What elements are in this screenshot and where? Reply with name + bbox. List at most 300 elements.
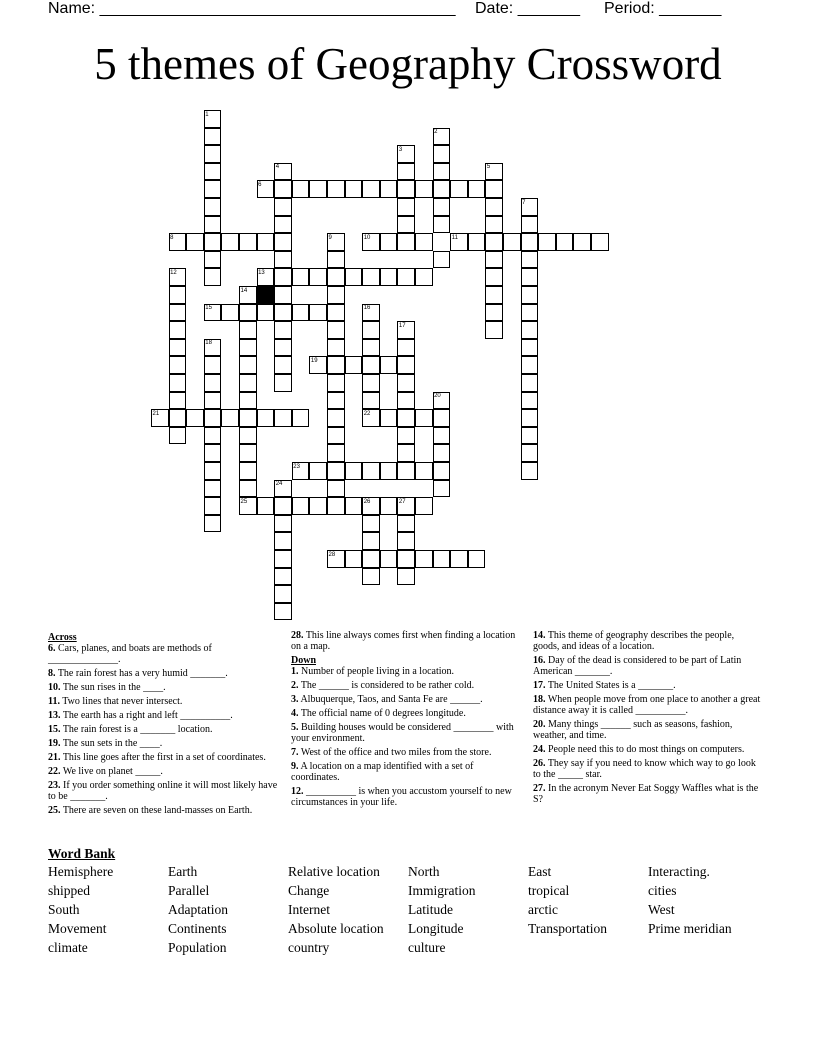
clue-number: 1. [291, 666, 299, 677]
grid-cell[interactable] [274, 356, 292, 374]
grid-cell[interactable] [292, 268, 310, 286]
grid-cell[interactable] [169, 286, 187, 304]
clue-number-6: 6 [258, 181, 262, 188]
grid-cell[interactable] [257, 497, 275, 515]
grid-cell[interactable] [221, 409, 239, 427]
grid-cell[interactable] [521, 304, 539, 322]
word-bank-item: tropical [528, 883, 570, 898]
grid-cell[interactable] [521, 216, 539, 234]
word-bank-item: culture [408, 940, 446, 955]
grid-cell[interactable] [397, 180, 415, 198]
down-clue [533, 694, 763, 716]
word-bank-item: Transportation [528, 921, 608, 936]
grid-cell[interactable] [309, 304, 327, 322]
clue-number-12: 12 [170, 269, 177, 276]
grid-cell[interactable] [345, 356, 363, 374]
grid-cell[interactable] [380, 180, 398, 198]
grid-cell[interactable] [397, 568, 415, 586]
grid-cell[interactable] [433, 163, 451, 181]
clue-text: The earth has a right and left __________. [60, 710, 233, 721]
clue-number-16: 16 [363, 305, 371, 312]
grid-cell[interactable] [169, 321, 187, 339]
grid-cell[interactable] [415, 409, 433, 427]
down-clue [533, 719, 763, 741]
grid-cell[interactable] [362, 532, 380, 550]
clue-text: The sun sets in the ____. [60, 738, 163, 749]
grid-cell[interactable] [186, 409, 204, 427]
grid-cell[interactable] [362, 268, 380, 286]
clue-number-23: 23 [293, 463, 300, 470]
clue-text: When people move from one place to another a great distance away it is called __________. [533, 694, 761, 716]
grid-cell[interactable] [239, 304, 257, 322]
word-bank-item: Continents [168, 921, 227, 936]
grid-cell[interactable] [362, 180, 380, 198]
clue-number-21: 21 [152, 410, 160, 417]
grid-cell[interactable] [327, 180, 345, 198]
clue-number: 25. [48, 805, 61, 816]
grid-cell[interactable] [362, 515, 380, 533]
grid-cell[interactable] [327, 356, 345, 374]
clue-number-1: 1 [205, 111, 209, 118]
grid-cell[interactable] [239, 374, 257, 392]
grid-cell[interactable] [274, 251, 292, 269]
word-bank-item: Hemisphere [48, 864, 114, 879]
down-clue [533, 783, 763, 805]
grid-cell[interactable] [274, 233, 292, 251]
grid-cell[interactable] [433, 180, 451, 198]
clue-number: 12. [291, 786, 304, 797]
word-bank-item: Longitude [408, 921, 464, 936]
grid-cell[interactable] [485, 268, 503, 286]
clue-text: The official name of 0 degrees longitude. [298, 708, 466, 719]
grid-cell[interactable] [204, 145, 222, 163]
period-field: Period: _______ [604, 0, 722, 17]
grid-cell[interactable] [485, 321, 503, 339]
across-clue [48, 752, 278, 763]
grid-cell[interactable] [309, 268, 327, 286]
down-clue [533, 758, 763, 780]
grid-cell[interactable] [380, 233, 398, 251]
clue-number: 15. [48, 724, 61, 735]
grid-cell[interactable] [485, 251, 503, 269]
clue-number: 20. [533, 719, 546, 730]
grid-cell[interactable] [415, 462, 433, 480]
clue-number: 21. [48, 752, 61, 763]
across-clue [48, 696, 278, 707]
word-bank-item: Prime meridian [648, 921, 732, 936]
grid-cell[interactable] [415, 268, 433, 286]
grid-cell[interactable] [204, 216, 222, 234]
clue-number: 6. [48, 643, 56, 654]
grid-cell[interactable] [239, 392, 257, 410]
grid-cell[interactable] [485, 286, 503, 304]
grid-cell[interactable] [204, 251, 222, 269]
grid-cell[interactable] [591, 233, 609, 251]
grid-cell[interactable] [239, 321, 257, 339]
grid-cell[interactable] [204, 515, 222, 533]
grid-cell[interactable] [397, 550, 415, 568]
grid-cell[interactable] [239, 444, 257, 462]
grid-cell[interactable] [239, 462, 257, 480]
grid-cell[interactable] [274, 216, 292, 234]
grid-cell[interactable] [327, 339, 345, 357]
clue-number-7: 7 [522, 199, 526, 206]
clues-column-3 [533, 630, 763, 808]
grid-cell[interactable] [204, 233, 222, 251]
grid-cell[interactable] [433, 198, 451, 216]
grid-cell[interactable] [204, 427, 222, 445]
grid-cell[interactable] [274, 585, 292, 603]
grid-cell[interactable] [345, 497, 363, 515]
grid-cell[interactable] [327, 321, 345, 339]
grid-cell[interactable] [204, 462, 222, 480]
word-bank-item: Relative location [288, 864, 380, 879]
grid-cell[interactable] [274, 568, 292, 586]
clue-number-9: 9 [328, 234, 332, 241]
grid-cell[interactable] [433, 444, 451, 462]
grid-cell[interactable] [204, 374, 222, 392]
grid-cell[interactable] [327, 251, 345, 269]
clue-number: 2. [291, 680, 299, 691]
grid-cell[interactable] [521, 356, 539, 374]
grid-cell[interactable] [362, 374, 380, 392]
clue-number-13: 13 [258, 269, 265, 276]
clue-text: They say if you need to know which way to go look to the _____ star. [533, 758, 756, 780]
clue-number-3: 3 [398, 146, 403, 153]
across-clue [291, 630, 521, 652]
grid-cell[interactable] [204, 409, 222, 427]
clue-text: We live on planet _____. [60, 766, 163, 777]
grid-cell[interactable] [485, 233, 503, 251]
across-clue-list-continued [291, 630, 521, 652]
grid-cell[interactable] [169, 374, 187, 392]
grid-cell[interactable] [327, 497, 345, 515]
clue-text: Two lines that never intersect. [59, 696, 183, 707]
grid-cell[interactable] [274, 515, 292, 533]
grid-cell[interactable] [380, 356, 398, 374]
grid-cell[interactable] [433, 216, 451, 234]
word-bank-item: Latitude [408, 902, 453, 917]
grid-cell[interactable] [274, 321, 292, 339]
clue-text: Albuquerque, Taos, and Santa Fe are ______. [298, 694, 483, 705]
grid-cell[interactable] [380, 497, 398, 515]
grid-cell[interactable] [433, 462, 451, 480]
grid-cell[interactable] [468, 550, 486, 568]
across-clue [48, 643, 278, 665]
grid-cell[interactable] [309, 180, 327, 198]
grid-cell[interactable] [397, 198, 415, 216]
clue-number-20: 20 [434, 393, 441, 400]
grid-cell[interactable] [397, 374, 415, 392]
grid-cell[interactable] [239, 339, 257, 357]
grid-cell[interactable] [327, 286, 345, 304]
grid-cell[interactable] [397, 427, 415, 445]
down-clue [291, 666, 521, 677]
grid-cell[interactable] [274, 304, 292, 322]
clue-number: 11. [48, 696, 60, 707]
clue-text: Many things ______ such as seasons, fashion, weather, and time. [533, 719, 733, 741]
grid-cell[interactable] [433, 145, 451, 163]
grid-cell[interactable] [521, 286, 539, 304]
clue-text: Day of the dead is considered to be part of Latin American _______. [533, 655, 742, 677]
grid-cell[interactable] [397, 532, 415, 550]
grid-cell[interactable] [327, 462, 345, 480]
grid-cell[interactable] [309, 462, 327, 480]
grid-cell[interactable] [521, 321, 539, 339]
grid-cell[interactable] [450, 180, 468, 198]
grid-cell[interactable] [169, 304, 187, 322]
grid-cell[interactable] [204, 497, 222, 515]
grid-cell[interactable] [468, 233, 486, 251]
grid-cell[interactable] [521, 268, 539, 286]
grid-cell[interactable] [415, 497, 433, 515]
grid-cell[interactable] [433, 251, 451, 269]
across-heading: Across [48, 632, 77, 643]
grid-cell[interactable] [186, 233, 204, 251]
down-clue [291, 708, 521, 719]
clue-text: In the acronym Never Eat Soggy Waffles what is the S? [533, 783, 759, 805]
grid-cell[interactable] [257, 233, 275, 251]
grid-cell[interactable] [345, 462, 363, 480]
grid-cell[interactable] [204, 356, 222, 374]
grid-cell[interactable] [521, 462, 539, 480]
down-clue [291, 680, 521, 691]
grid-cell[interactable] [327, 444, 345, 462]
grid-cell[interactable] [433, 550, 451, 568]
grid-cell[interactable] [397, 462, 415, 480]
grid-cell[interactable] [221, 233, 239, 251]
clue-text: If you order something online it will most likely have to be _______. [48, 780, 278, 802]
grid-cell[interactable] [274, 339, 292, 357]
grid-cell[interactable] [169, 427, 187, 445]
grid-cell[interactable] [397, 444, 415, 462]
clue-text: The ______ is considered to be rather cold. [298, 680, 475, 691]
clue-number-5: 5 [486, 164, 491, 171]
grid-cell[interactable] [239, 480, 257, 498]
grid-cell[interactable] [397, 216, 415, 234]
grid-cell[interactable] [274, 374, 292, 392]
clue-number-4: 4 [275, 164, 280, 171]
across-clue [48, 738, 278, 749]
grid-cell[interactable] [274, 286, 292, 304]
grid-cell[interactable] [274, 198, 292, 216]
clue-number: 17. [533, 680, 546, 691]
across-clue [48, 710, 278, 721]
grid-cell[interactable] [485, 216, 503, 234]
grid-cell[interactable] [521, 374, 539, 392]
clue-number: 10. [48, 682, 61, 693]
clue-text: People need this to do most things on computers. [545, 744, 745, 755]
grid-cell[interactable] [169, 339, 187, 357]
grid-cell[interactable] [327, 304, 345, 322]
grid-cell[interactable] [169, 392, 187, 410]
grid-cell[interactable] [397, 515, 415, 533]
grid-cell[interactable] [204, 268, 222, 286]
word-bank-item: Absolute location [288, 921, 384, 936]
grid-cell[interactable] [415, 550, 433, 568]
grid-cell[interactable] [274, 268, 292, 286]
grid-cell[interactable] [362, 321, 380, 339]
grid-cell[interactable] [274, 603, 292, 621]
grid-cell[interactable] [204, 180, 222, 198]
grid-cell[interactable] [274, 180, 292, 198]
grid-cell[interactable] [362, 550, 380, 568]
grid-cell[interactable] [450, 550, 468, 568]
grid-cell[interactable] [380, 409, 398, 427]
grid-cell[interactable] [433, 427, 451, 445]
grid-cell[interactable] [257, 304, 275, 322]
word-bank-item: cities [648, 883, 677, 898]
grid-cell[interactable] [204, 198, 222, 216]
grid-cell[interactable] [257, 409, 275, 427]
grid-cell[interactable] [345, 268, 363, 286]
grid-cell[interactable] [309, 497, 327, 515]
grid-cell[interactable] [362, 339, 380, 357]
clue-number-27: 27 [398, 498, 406, 505]
grid-cell[interactable] [221, 304, 239, 322]
grid-cell[interactable] [204, 163, 222, 181]
grid-cell[interactable] [204, 480, 222, 498]
grid-cell[interactable] [397, 268, 415, 286]
clue-text: This line always comes first when finding a location on a map. [291, 630, 516, 652]
grid-cell[interactable] [274, 497, 292, 515]
grid-cell[interactable] [362, 568, 380, 586]
clue-text: Cars, planes, and boats are methods of ______________. [48, 643, 212, 665]
grid-cell[interactable] [397, 409, 415, 427]
across-clue [48, 780, 278, 802]
grid-cell[interactable] [521, 339, 539, 357]
clue-text: A location on a map identified with a set of coordinates. [291, 761, 474, 783]
grid-cell[interactable] [521, 233, 539, 251]
grid-cell[interactable] [380, 268, 398, 286]
grid-cell[interactable] [415, 233, 433, 251]
grid-cell[interactable] [521, 392, 539, 410]
grid-cell[interactable] [327, 409, 345, 427]
clue-number: 18. [533, 694, 546, 705]
grid-cell[interactable] [521, 409, 539, 427]
clue-text: Number of people living in a location. [298, 666, 455, 677]
clue-number: 26. [533, 758, 546, 769]
name-field: Name: ________________________________________ [48, 0, 456, 17]
grid-cell[interactable] [345, 550, 363, 568]
grid-cell[interactable] [433, 409, 451, 427]
clue-number-24: 24 [275, 481, 283, 488]
clue-number-15: 15 [205, 305, 212, 312]
grid-cell[interactable] [327, 268, 345, 286]
grid-cell[interactable] [327, 374, 345, 392]
grid-cell[interactable] [169, 409, 187, 427]
grid-cell[interactable] [521, 427, 539, 445]
grid-cell[interactable] [274, 532, 292, 550]
grid-cell[interactable] [380, 550, 398, 568]
grid-cell[interactable] [485, 198, 503, 216]
word-bank-item: Adaptation [168, 902, 228, 917]
grid-cell[interactable] [239, 233, 257, 251]
clue-number: 13. [48, 710, 61, 721]
clue-text: The rain forest is a _______ location. [60, 724, 213, 735]
clue-number: 8. [48, 668, 56, 679]
clue-number-8: 8 [170, 234, 174, 241]
grid-cell[interactable] [169, 356, 187, 374]
grid-cell[interactable] [362, 356, 380, 374]
word-bank-item: climate [48, 940, 88, 955]
clue-text: The rain forest has a very humid _______. [55, 668, 228, 679]
grid-cell[interactable] [380, 462, 398, 480]
clue-text: Building houses would be considered ________ with your environment. [291, 722, 514, 744]
word-bank-item: South [48, 902, 80, 917]
clue-text: West of the office and two miles from the store. [298, 747, 492, 758]
down-clue [533, 655, 763, 677]
clue-text: This theme of geography describes the people, goods, and ideas of a location. [533, 630, 735, 652]
grid-cell[interactable] [239, 427, 257, 445]
grid-cell[interactable] [292, 304, 310, 322]
clue-text: The sun rises in the ____. [60, 682, 166, 693]
word-bank-item: East [528, 864, 552, 879]
clue-number-28: 28 [328, 551, 336, 558]
word-bank-item: Change [288, 883, 330, 898]
grid-cell[interactable] [362, 392, 380, 410]
grid-cell[interactable] [327, 480, 345, 498]
grid-cell[interactable] [204, 128, 222, 146]
grid-cell[interactable] [362, 462, 380, 480]
grid-cell[interactable] [397, 339, 415, 357]
grid-cell[interactable] [239, 409, 257, 427]
clue-number-2: 2 [434, 129, 438, 136]
grid-cell[interactable] [397, 163, 415, 181]
grid-cell[interactable] [397, 233, 415, 251]
grid-cell[interactable] [433, 480, 451, 498]
grid-cell[interactable] [204, 444, 222, 462]
grid-cell[interactable] [485, 304, 503, 322]
grid-cell[interactable] [274, 550, 292, 568]
word-bank-item: West [648, 902, 675, 917]
grid-cell[interactable] [468, 180, 486, 198]
grid-cell[interactable] [573, 233, 591, 251]
grid-cell[interactable] [521, 444, 539, 462]
grid-cell[interactable] [327, 392, 345, 410]
across-clue [48, 805, 278, 816]
grid-cell[interactable] [397, 392, 415, 410]
clue-number-17: 17 [398, 322, 406, 329]
grid-cell[interactable] [538, 233, 556, 251]
word-bank-item: Population [168, 940, 227, 955]
clue-number: 27. [533, 783, 546, 794]
clue-number-26: 26 [363, 498, 371, 505]
grid-cell[interactable] [556, 233, 574, 251]
grid-cell[interactable] [415, 180, 433, 198]
clue-number-11: 11 [451, 234, 458, 241]
grid-cell[interactable] [397, 356, 415, 374]
down-clue-list-continued [533, 630, 763, 805]
grid-cell[interactable] [292, 409, 310, 427]
down-clue [533, 630, 763, 652]
grid-cell[interactable] [345, 180, 363, 198]
grid-cell[interactable] [292, 180, 310, 198]
down-clue [291, 786, 521, 808]
grid-cell[interactable] [485, 180, 503, 198]
grid-cell[interactable] [327, 427, 345, 445]
grid-cell[interactable] [239, 356, 257, 374]
grid-cell[interactable] [521, 251, 539, 269]
clue-text: The United States is a _______. [545, 680, 676, 691]
word-bank-item: shipped [48, 883, 90, 898]
grid-cell[interactable] [204, 392, 222, 410]
grid-cell[interactable] [274, 409, 292, 427]
grid-cell[interactable] [503, 233, 521, 251]
word-bank-item: country [288, 940, 330, 955]
grid-cell[interactable] [292, 497, 310, 515]
down-clue-list [291, 666, 521, 808]
